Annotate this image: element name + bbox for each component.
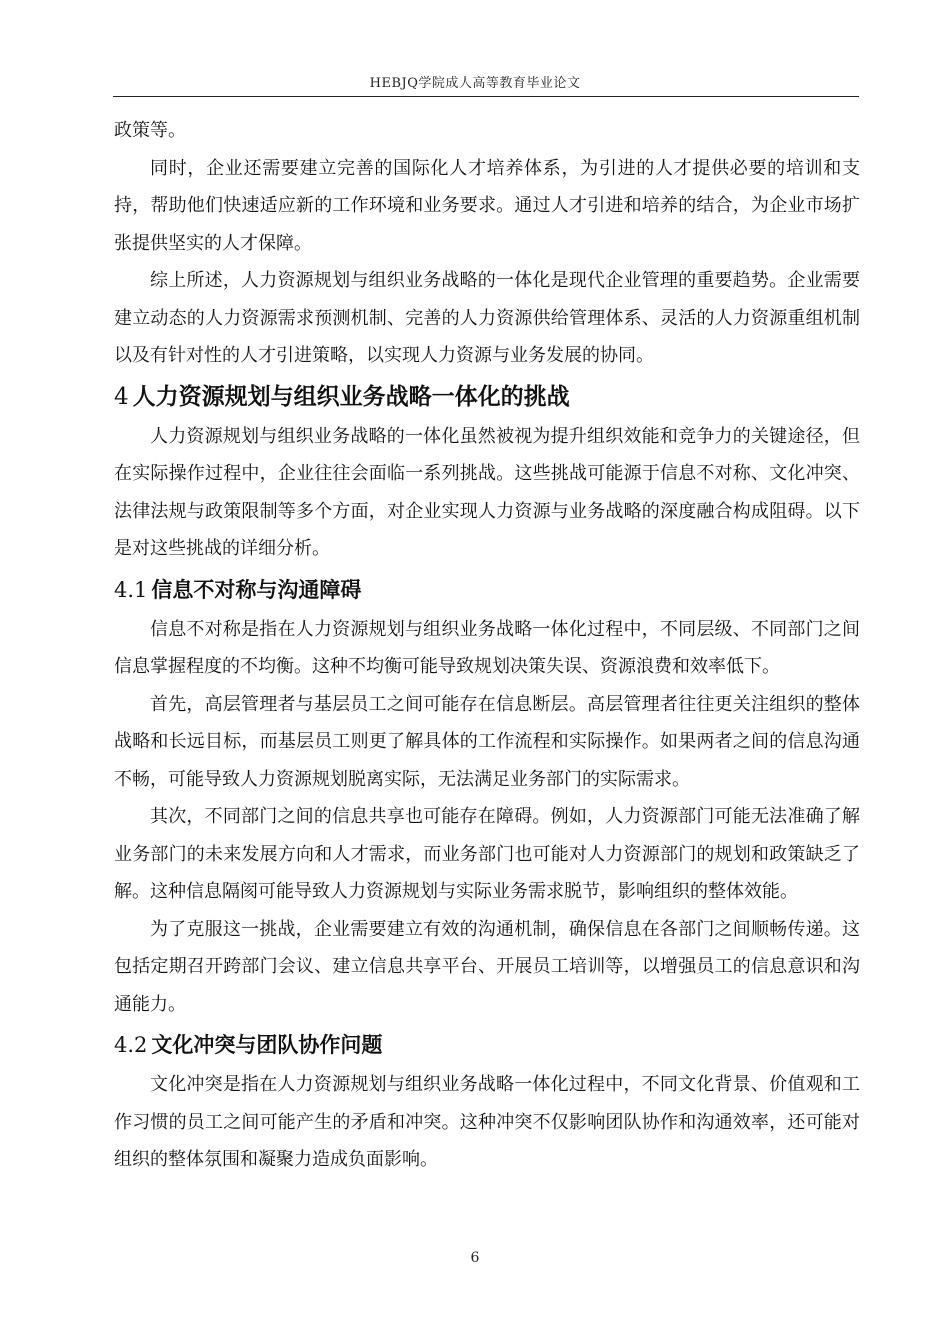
paragraph-2: 同时，企业还需要建立完善的国际化人才培养体系，为引进的人才提供必要的培训和支持，帮助他们快速适应新的工作环境和业务要求。通过人才引进和培养的结合，为企业市场扩张提供坚实的人才保障。 [114, 157, 860, 254]
paragraph-7: 其次，不同部门之间的信息共享也可能存在障碍。例如，人力资源部门可能无法准确了解业务部门的未来发展方向和人才需求，而业务部门也可能对人力资源部门的规划和政策缺乏了解。这种信息隔阂可能导致人力资源规划与实际业务需求脱节，影响组织的整体效能。 [114, 806, 860, 902]
paragraph-1: 政策等。 [114, 120, 186, 141]
section-4-2-title: 文化冲突与团队协作问题 [151, 1032, 383, 1057]
paragraph-3: 综上所述，人力资源规划与组织业务战略的一体化是现代企业管理的重要趋势。企业需要建立动态的人力资源需求预测机制、完善的人力资源供给管理体系、灵活的人力资源重组机制以及有针对性的人才引进策略，以实现人力资源与业务发展的协同。 [114, 270, 860, 366]
section-4-1-heading [114, 570, 860, 610]
header-rule [113, 96, 859, 97]
paragraph-5: 信息不对称是指在人力资源规划与组织业务战略一体化过程中，不同层级、不同部门之间信息掌握程度的不均衡。这种不均衡可能导致规划决策失误、资源浪费和效率低下。 [114, 618, 860, 677]
section-4-number: 4 [114, 383, 129, 410]
section-4-1-number: 4.1 [114, 577, 148, 602]
page-header: HEBJQ学院成人高等教育毕业论文 [369, 76, 581, 91]
paragraph-9: 文化冲突是指在人力资源规划与组织业务战略一体化过程中，不同文化背景、价值观和工作习惯的员工之间可能产生的矛盾和冲突。这种冲突不仅影响团队协作和沟通效率，还可能对组织的整体氛围和凝聚力造成负面影响。 [114, 1074, 860, 1170]
section-4-1-title: 信息不对称与沟通障碍 [151, 576, 362, 602]
section-4-2-number: 4.2 [114, 1033, 148, 1057]
section-4-heading [114, 377, 860, 417]
page-content [114, 112, 860, 1179]
paragraph-8: 为了克服这一挑战，企业需要建立有效的沟通机制，确保信息在各部门之间顺畅传递。这包括定期召开跨部门会议、建立信息共享平台、开展员工培训等，以增强员工的信息意识和沟通能力。 [114, 918, 860, 1015]
section-4-title: 人力资源规划与组织业务战略一体化的挑战 [132, 382, 570, 410]
paragraph-6: 首先，高层管理者与基层员工之间可能存在信息断层。高层管理者往往更关注组织的整体战略和长远目标，而基层员工则更了解具体的工作流程和实际操作。如果两者之间的信息沟通不畅，可能导致人力资源规划脱离实际，无法满足业务部门的实际需求。 [114, 693, 860, 790]
page-number: 6 [470, 1250, 480, 1266]
paragraph-4: 人力资源规划与组织业务战略的一体化虽然被视为提升组织效能和竞争力的关键途径，但在实际操作过程中，企业往往会面临一系列挑战。这些挑战可能源于信息不对称、文化冲突、法律法规与政策限制等多个方面，对企业实现人力资源与业务战略的深度融合构成阻碍。以下是对这些挑战的详细分析。 [114, 425, 860, 559]
section-4-2-heading [114, 1025, 860, 1065]
